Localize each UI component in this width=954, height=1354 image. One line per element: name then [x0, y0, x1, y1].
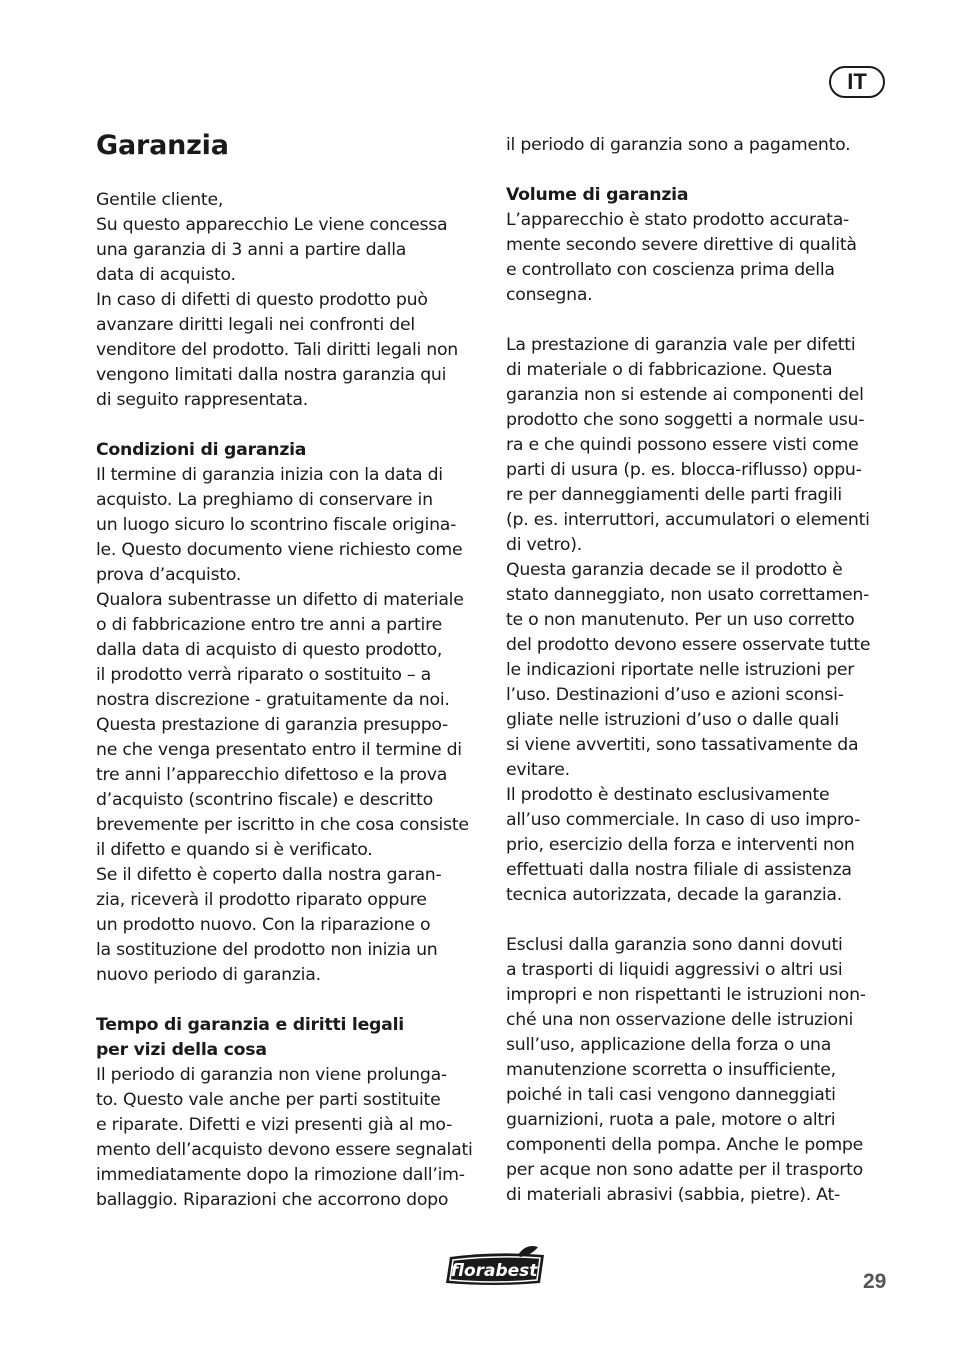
text-line: del prodotto devono essere osservate tutte — [506, 635, 871, 655]
text-line: e controllato con coscienza prima della — [506, 260, 835, 280]
text-line: si viene avvertiti, sono tassativamente da — [506, 735, 859, 755]
text-line: prodotto che sono soggetti a normale usu- — [506, 410, 865, 430]
text-line: prova d’acquisto. — [96, 565, 242, 585]
text-line: il periodo di garanzia sono a pagamento. — [506, 135, 851, 155]
text-line: per acque non sono adatte per il trasporto — [506, 1160, 863, 1180]
text-line: te o non manutenuto. Per un uso corretto — [506, 610, 855, 630]
text-line: immediatamente dopo la rimozione dall’im- — [96, 1165, 465, 1185]
text-line: (p. es. interruttori, accumulatori o elementi — [506, 510, 870, 530]
text-line: La prestazione di garanzia vale per difetti — [506, 335, 856, 355]
text-line: di materiale o di fabbricazione. Questa — [506, 360, 833, 380]
text-line: l’uso. Destinazioni d’uso e azioni sconsi- — [506, 685, 844, 705]
text-line: to. Questo vale anche per parti sostituite — [96, 1090, 441, 1110]
text-line: il difetto e quando si è verificato. — [96, 840, 373, 860]
text-line: o di fabbricazione entro tre anni a partire — [96, 615, 442, 635]
text-line: il prodotto verrà riparato o sostituito – a — [96, 665, 431, 685]
section-heading: Condizioni di garanzia — [96, 440, 307, 460]
text-line: ra e che quindi possono essere visti come — [506, 435, 859, 455]
text-line: consegna. — [506, 285, 593, 305]
right-text-block — [506, 133, 890, 1208]
text-line: Questa prestazione di garanzia presuppo- — [96, 715, 449, 735]
text-line: sull’uso, applicazione della forza o una — [506, 1035, 832, 1055]
text-line: poiché in tali casi vengono danneggiati — [506, 1085, 836, 1105]
text-line: tre anni l’apparecchio difettoso e la prova — [96, 765, 448, 785]
section-heading: per vizi della cosa — [96, 1040, 267, 1060]
text-line: venditore del prodotto. Tali diritti legali non — [96, 340, 459, 360]
text-line: ballaggio. Riparazioni che accorrono dopo — [96, 1190, 449, 1210]
text-line: le indicazioni riportate nelle istruzioni per — [506, 660, 855, 680]
text-line: prio, esercizio della forza e interventi non — [506, 835, 855, 855]
text-line: parti di usura (p. es. blocca-riflusso) oppu- — [506, 460, 862, 480]
text-line: Se il difetto è coperto dalla nostra garan- — [96, 865, 442, 885]
text-line: acquisto. La preghiamo di conservare in — [96, 490, 433, 510]
page-number: 29 — [863, 1270, 887, 1293]
section-heading: Tempo di garanzia e diritti legali — [96, 1015, 404, 1035]
text-line: nuovo periodo di garanzia. — [96, 965, 321, 985]
text-line: mente secondo severe direttive di qualità — [506, 235, 857, 255]
text-line: all’uso commerciale. In caso di uso impro- — [506, 810, 861, 830]
text-line: ne che venga presentato entro il termine di — [96, 740, 462, 760]
text-line: L’apparecchio è stato prodotto accurata- — [506, 210, 850, 230]
right-column — [506, 133, 890, 1208]
text-line: evitare. — [506, 760, 570, 780]
text-line: mento dell’acquisto devono essere segnalati — [96, 1140, 473, 1160]
paragraph-gap — [96, 988, 486, 1013]
text-line: un luogo sicuro lo scontrino fiscale origina- — [96, 515, 457, 535]
text-line: manutenzione scorretta o insufficiente, — [506, 1060, 836, 1080]
text-line: una garanzia di 3 anni a partire dalla — [96, 240, 407, 260]
text-line: re per danneggiamenti delle parti fragili — [506, 485, 842, 505]
paragraph-gap — [506, 308, 890, 333]
text-line: ché una non osservazione delle istruzioni — [506, 1010, 854, 1030]
text-line: garanzia non si estende ai componenti del — [506, 385, 864, 405]
left-text-block — [96, 188, 486, 1213]
text-line: d’acquisto (scontrino fiscale) e descritto — [96, 790, 434, 810]
text-line: nostra discrezione - gratuitamente da noi. — [96, 690, 450, 710]
text-line: stato danneggiato, non usato correttamen- — [506, 585, 870, 605]
text-line: In caso di difetti di questo prodotto può — [96, 290, 428, 310]
text-line: vengono limitati dalla nostra garanzia qui — [96, 365, 447, 385]
text-line: gliate nelle istruzioni d’uso o dalle quali — [506, 710, 839, 730]
text-line: guarnizioni, ruota a pale, motore o altri — [506, 1110, 836, 1130]
left-column — [96, 130, 486, 1213]
page-title: Garanzia — [96, 130, 229, 161]
text-line: Il periodo di garanzia non viene prolunga- — [96, 1065, 447, 1085]
paragraph-gap — [506, 908, 890, 933]
text-line: data di acquisto. — [96, 265, 236, 285]
text-line: componenti della pompa. Anche le pompe — [506, 1135, 864, 1155]
paragraph-gap — [96, 413, 486, 438]
text-line: Questa garanzia decade se il prodotto è — [506, 560, 843, 580]
text-line: di vetro). — [506, 535, 582, 555]
text-line: avanzare diritti legali nei confronti del — [96, 315, 415, 335]
text-line: Qualora subentrasse un difetto di materiale — [96, 590, 464, 610]
text-line: un prodotto nuovo. Con la riparazione o — [96, 915, 431, 935]
florabest-logo — [440, 1245, 550, 1289]
text-line: Il prodotto è destinato esclusivamente — [506, 785, 830, 805]
text-line: Il termine di garanzia inizia con la data di — [96, 465, 443, 485]
paragraph-gap — [506, 158, 890, 183]
text-line: Su questo apparecchio Le viene concessa — [96, 215, 448, 235]
text-line: la sostituzione del prodotto non inizia un — [96, 940, 438, 960]
language-badge: IT — [829, 66, 885, 98]
section-heading: Volume di garanzia — [506, 185, 689, 205]
text-line: a trasporti di liquidi aggressivi o altri usi — [506, 960, 843, 980]
text-line: tecnica autorizzata, decade la garanzia. — [506, 885, 842, 905]
text-line: e riparate. Difetti e vizi presenti già al mo- — [96, 1115, 453, 1135]
text-line: impropri e non rispettanti le istruzioni non- — [506, 985, 866, 1005]
text-line: effettuati dalla nostra filiale di assistenza — [506, 860, 852, 880]
text-line: di materiali abrasivi (sabbia, pietre). At- — [506, 1185, 840, 1205]
text-line: le. Questo documento viene richiesto come — [96, 540, 463, 560]
text-line: Esclusi dalla garanzia sono danni dovuti — [506, 935, 843, 955]
logo-text: florabest — [450, 1261, 538, 1281]
text-line: Gentile cliente, — [96, 190, 224, 210]
text-line: zia, riceverà il prodotto riparato oppure — [96, 890, 427, 910]
text-line: dalla data di acquisto di questo prodotto, — [96, 640, 443, 660]
text-line: brevemente per iscritto in che cosa consiste — [96, 815, 469, 835]
text-line: di seguito rappresentata. — [96, 390, 309, 410]
